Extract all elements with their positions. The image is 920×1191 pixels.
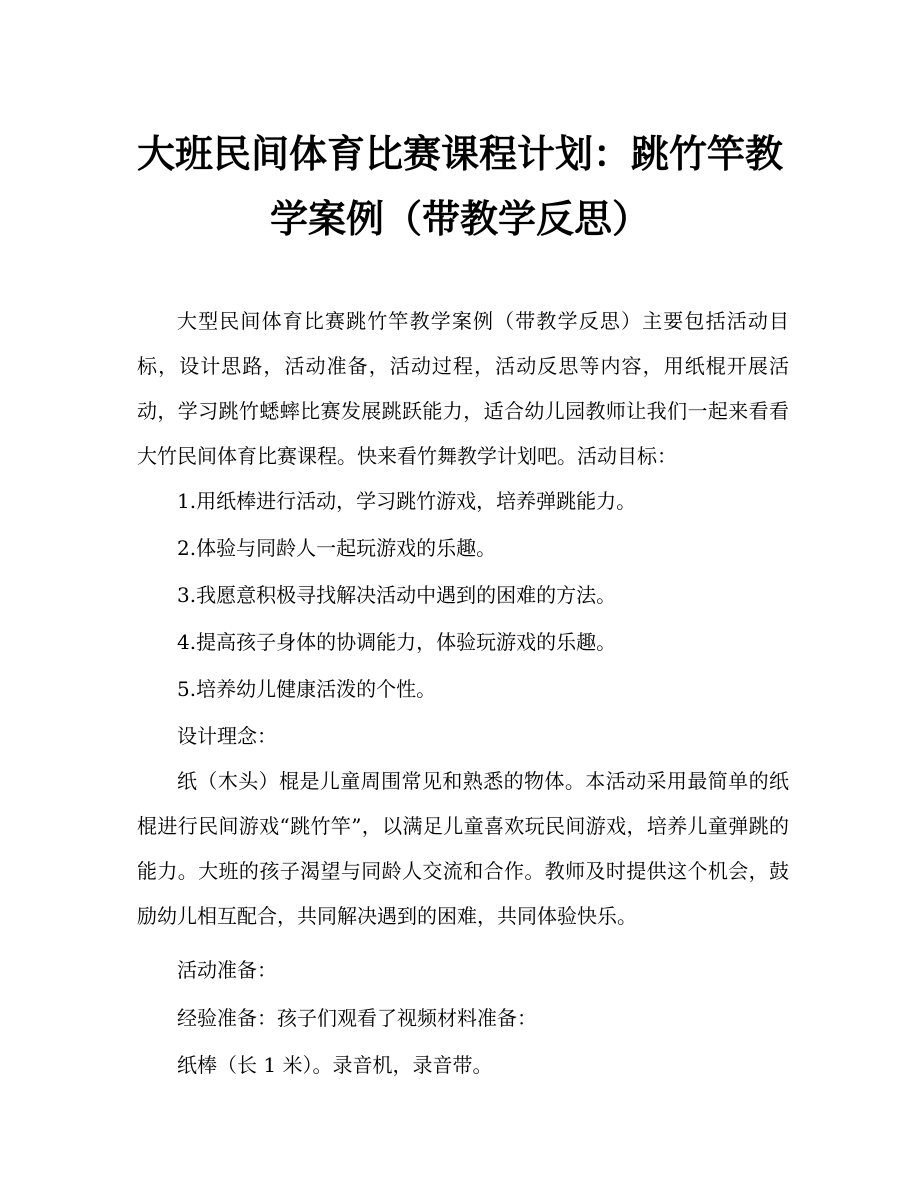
prep-heading: 活动准备： (177, 958, 277, 982)
intro-paragraph: 大型民间体育比赛跳竹竿教学案例（带教学反思）主要包括活动目标，设计思路，活动准备，活动过程，活动反思等内容，用纸棍开展活动，学习跳竹蟋蟀比赛发展跳跃能力，适合幼儿园教师让我们一起来看看大竹民间体育比赛课程。快来看竹舞教学计划吧。活动目标： (137, 309, 789, 468)
goal-item-2: 2.体验与同龄人一起玩游戏的乐趣。 (177, 536, 497, 560)
goal-item-4: 4.提高孩子身体的协调能力，体验玩游戏的乐趣。 (177, 630, 617, 654)
goal-item-5: 5.培养幼儿健康活泼的个性。 (177, 677, 437, 701)
prep-experience: 经验准备：孩子们观看了视频材料准备： (177, 1006, 537, 1030)
document-title-line-2: 学案例（带教学反思） (269, 197, 650, 241)
prep-materials: 纸棒（长 1 米）。录音机，录音带。 (177, 1053, 493, 1077)
design-paragraph: 纸（木头）棍是儿童周围常见和熟悉的物体。本活动采用最简单的纸棍进行民间游戏“跳竹竿”，以满足儿童喜欢玩民间游戏，培养儿童弹跳的能力。大班的孩子渴望与同龄人交流和合作。教师及时提供这个机会，鼓励幼儿相互配合，共同解决遇到的困难，共同体验快乐。 (137, 769, 789, 928)
goal-item-1: 1.用纸棒进行活动，学习跳竹游戏，培养弹跳能力。 (177, 489, 637, 513)
document-title-line-1: 大班民间体育比赛课程计划：跳竹竿教 (136, 132, 783, 176)
goal-item-3: 3.我愿意积极寻找解决活动中遇到的困难的方法。 (177, 583, 617, 607)
design-heading: 设计理念： (177, 724, 277, 748)
